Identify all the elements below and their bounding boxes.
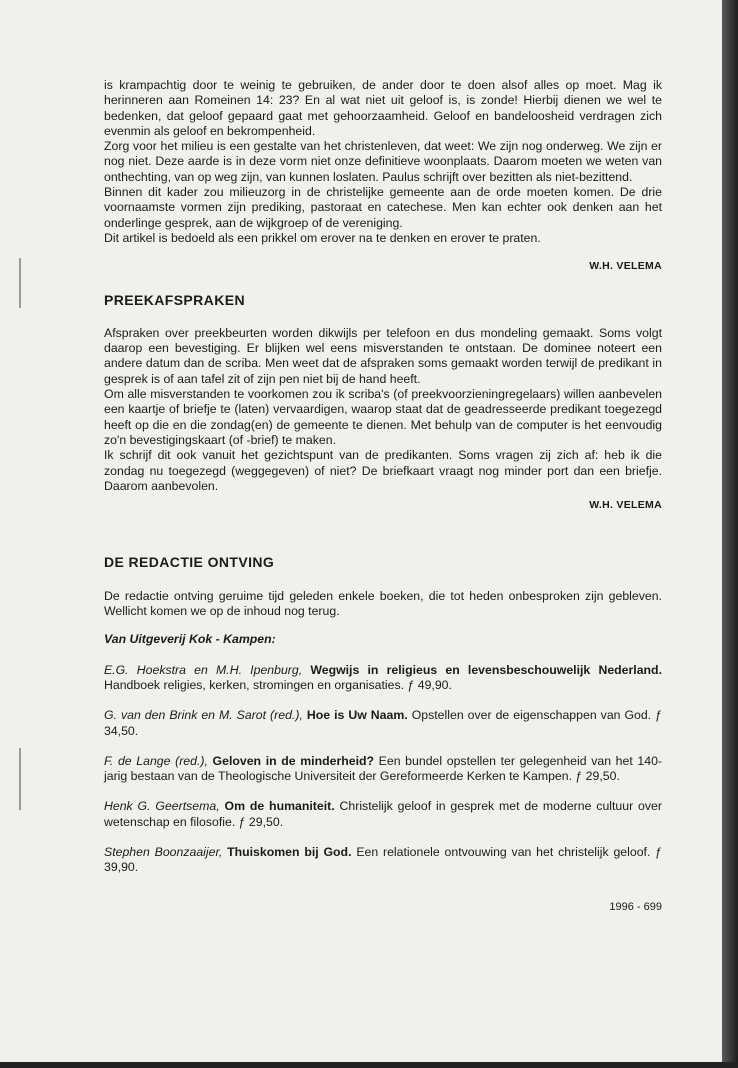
book-author: F. de Lange (red.), [104, 753, 208, 768]
preek-paragraph: Om alle misverstanden te voorkomen zou ik scriba's (of preekvoorzieningregelaars) willen aanbevelen een kaartje of briefje te (laten) vervaardigen, waarop staat dat de geadresseerde predikant toegezegd heeft op die en die zondag(en) de gemeente te dienen. Met behulp van de computer is het eenvoudig zo'n bevestigingskaart (of -brief) te maken. [104, 387, 662, 447]
page-number: 1996 - 699 [609, 900, 662, 913]
book-title: Om de humaniteit. [224, 799, 335, 814]
book-entry [104, 845, 662, 876]
binding-mark [19, 258, 21, 308]
book-description: Opstellen over de eigenschappen van God. ƒ 34,50. [104, 708, 662, 738]
book-title: Wegwijs in religieus en levensbeschouwelijk Nederland. [310, 662, 662, 677]
book-entry [104, 708, 662, 739]
book-author: Stephen Boonzaaijer, [104, 844, 223, 859]
book-title: Geloven in de minderheid? [212, 753, 375, 768]
scan-edge-bottom [0, 1062, 738, 1068]
book-entry [104, 799, 662, 830]
intro-paragraph: Zorg voor het milieu is een gestalte van het christenleven, dat weet: We zijn nog onderweg. We zijn er nog niet. Deze aarde is in deze vorm niet onze definitieve woonplaats. Daarom moeten we weten van onthechting, van op weg zijn, van kunnen loslaten. Paulus schrijft over bezitten als niet-bezittend. [104, 139, 662, 184]
intro-paragraph: is krampachtig door te weinig te gebruiken, de ander door te doen alsof alles op moet. Mag ik herinneren aan Romeinen 14: 23? En al wat niet uit geloof is, is zonde! Hierbij dienen we wel te bedenken, dat geloof gepaard gaat met gehoorzaamheid. Geloof en bandeloosheid verdragen zich evenmin als geloof en bekrompenheid. [104, 78, 662, 138]
preek-paragraph: Afspraken over preekbeurten worden dikwijls per telefoon en dus mondeling gemaakt. Soms volgt daarop een bevestiging. Er blijken wel eens misverstanden te ontstaan. De dominee noteert een andere datum dan de scriba. Men weet dat de afspraken soms gemaakt worden terwijl de predikant in gesprek is of aan tafel zit of zijn pen niet bij de hand heeft. [104, 325, 662, 386]
section-heading-redactie: DE REDACTIE ONTVING [104, 554, 275, 571]
signature: W.H. VELEMA [589, 499, 662, 512]
scan-edge-right [722, 0, 738, 1068]
book-title: Hoe is Uw Naam. [306, 708, 408, 723]
intro-paragraph: Dit artikel is bedoeld als een prikkel om erover na te denken en erover te praten. [104, 230, 541, 245]
book-description: Handboek religies, kerken, stromingen en organisaties. ƒ 49,90. [104, 677, 452, 692]
binding-mark [19, 748, 21, 810]
book-author: Henk G. Geertsema, [104, 799, 220, 814]
book-entry [104, 663, 662, 694]
redactie-intro: De redactie ontving geruime tijd geleden enkele boeken, die tot heden onbesproken zijn gebleven. Wellicht komen we op de inhoud nog terug. [104, 588, 662, 619]
signature: W.H. VELEMA [589, 260, 662, 273]
article-content [104, 78, 662, 916]
book-author: E.G. Hoekstra en M.H. Ipenburg, [104, 662, 303, 677]
book-title: Thuiskomen bij God. [227, 844, 352, 859]
book-description: Een relationele ontvouwing van het christelijk geloof. ƒ 39,90. [104, 844, 663, 875]
book-description: Een bundel opstellen ter gelegenheid van het 140-jarig bestaan van de Theologische Universiteit der Gereformeerde Kerken te Kampen. ƒ 29,50. [104, 753, 663, 784]
book-description: Christelijk geloof in gesprek met de moderne cultuur over wetenschap en filosofie. ƒ 29,50. [104, 799, 662, 829]
intro-paragraph: Binnen dit kader zou milieuzorg in de christelijke gemeente aan de orde moeten komen. De drie voornaamste vormen zijn prediking, pastoraat en catechese. Men kan echter ook denken aan het onderlinge gesprek, aan de wijkgroep of de vereniging. [104, 185, 662, 230]
preek-paragraph: Ik schrijf dit ook vanuit het gezichtspunt van de predikanten. Soms vragen zij zich af: heb ik die zondag nu toegezegd (weggegeven) of niet? De briefkaart vraagt nog minder port dan een briefje. Daarom aanbevolen. [104, 448, 662, 493]
book-author: G. van den Brink en M. Sarot (red.), [104, 708, 303, 723]
publisher-heading: Van Uitgeverij Kok - Kampen: [104, 632, 276, 647]
section-heading-preekafspraken: PREEKAFSPRAKEN [104, 291, 245, 308]
book-entry [104, 754, 662, 785]
